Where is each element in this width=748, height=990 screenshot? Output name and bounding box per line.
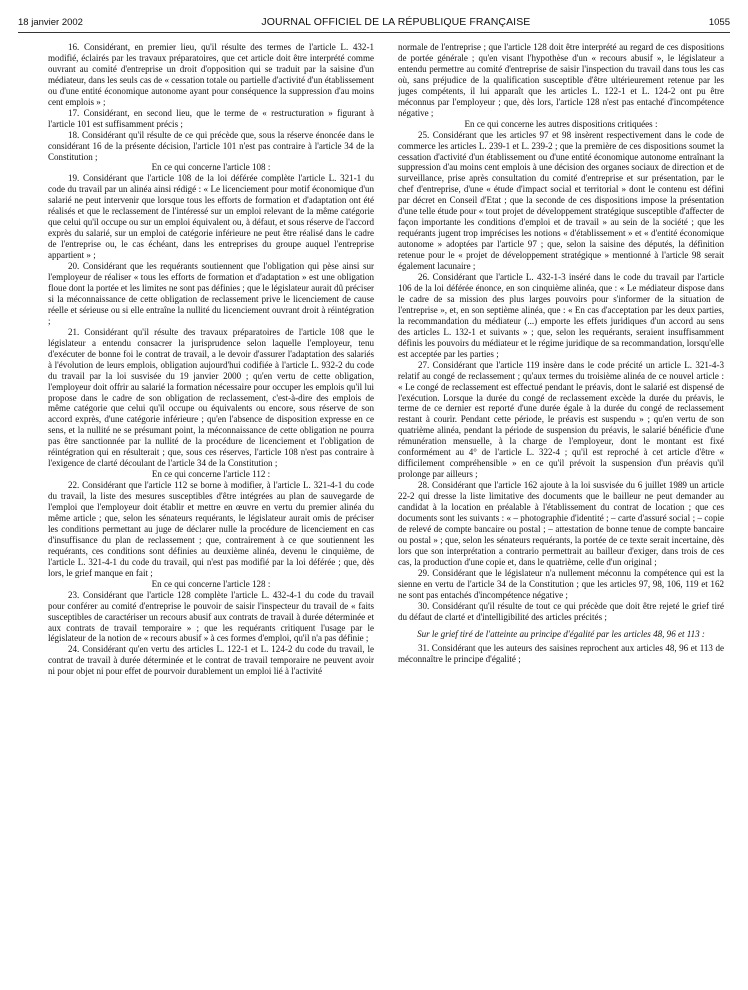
left-column: [48, 42, 374, 984]
header-date: 18 janvier 2002: [18, 16, 83, 28]
header-title: JOURNAL OFFICIEL DE LA RÉPUBLIQUE FRANÇAISE: [261, 16, 531, 28]
paragraph: 25. Considérant que les articles 97 et 98 insèrent respectivement dans le code de commerce les articles L. 239-1 et L. 239-2 ; que la première de ces dispositions soumet la cessation d'activité d'un établissement ou d'une entité économique autonome entraînant la suppression d'au moins cent emplois à une décision des organes sociaux de direction et de surveillance, prise après consultation du comité d'entreprise et sur présentation, par le chef d'entreprise, d'une « étude d'impact social et territorial » dont le contenu est défini par décret en Conseil d'Etat ; que la seconde de ces dispositions impose la présentation d'une telle étude pour « tout projet de développement stratégique susceptible d'affecter de façon importante les conditions d'emploi et de travail » au sein de la société ; que les requérants jugent trop imprécises les notions « d'établissement » et « d'entité économique autonome » adoptées par l'article 97 ; que, selon la saisine des députés, la définition retenue pour le « projet de développement stratégique » mentionné à l'article 98 serait également lacunaire ;: [398, 129, 724, 272]
paragraph: 16. Considérant, en premier lieu, qu'il résulte des termes de l'article L. 432-1 modifié, éclairés par les travaux préparatoires, que cet article doit être interprété comme ouvrant au comité d'entreprise un droit d'opposition qui se traduit par la saisine d'un médiateur, dans les seuls cas de « cessation totale ou partielle d'activité d'un établissement ou d'une entité économique autonome ayant pour conséquence la suppression d'au moins cent emplois » ;: [48, 42, 374, 107]
section-heading: En ce qui concerne l'article 112 :: [151, 469, 271, 480]
paragraph: 24. Considérant qu'en vertu des articles L. 122-1 et L. 124-2 du code du travail, le contrat de travail à durée déterminée et le contrat de travail temporaire ne peuvent avoir ni pour objet ni pour effet de pourvoir durablement un emploi lié à l'activité: [48, 644, 374, 677]
subsection-heading: Sur le grief tiré de l'atteinte au principe d'égalité par les articles 48, 96 et 113 :: [417, 628, 705, 639]
section-heading: En ce qui concerne les autres dispositions critiquées :: [464, 118, 658, 129]
paragraph: 30. Considérant qu'il résulte de tout ce qui précède que doit être rejeté le grief tiré du défaut de clarté et d'intelligibilité des articles précités ;: [398, 600, 724, 622]
text-columns: [48, 42, 724, 984]
paragraph: 23. Considérant que l'article 128 complète l'article L. 432-4-1 du code du travail pour conférer au comité d'entreprise le pouvoir de saisir l'inspecteur du travail de « faits susceptibles de caractériser un recours abusif aux contrats de travail à durée déterminée et aux contrats de travail temporaire » ; que les requérants critiquent l'usage par le législateur de la notion de « recours abusif » à ces formes d'emploi, qu'il n'a pas définie ;: [48, 589, 374, 644]
paragraph: 31. Considérant que les auteurs des saisines reprochent aux articles 48, 96 et 113 de méconnaître le principe d'égalité ;: [398, 643, 724, 665]
paragraph: 18. Considérant qu'il résulte de ce qui précède que, sous la réserve énoncée dans le considérant 16 de la présente décision, l'article 101 n'est pas contraire à l'article 34 de la Constitution ;: [48, 129, 374, 162]
paragraph: 27. Considérant que l'article 119 insère dans le code précité un article L. 321-4-3 relatif au congé de reclassement ; qu'aux termes du troisième alinéa de ce nouvel article : « Le congé de reclassement est effectué pendant le préavis, dont le salarié est dispensé de l'exécution. Lorsque la durée du congé de reclassement excède la durée du préavis, le terme de ce dernier est reporté d'une durée égale à la durée du congé de reclassement restant à courir. Pendant cette période, le préavis est suspendu » ; qu'en vertu de son quatrième alinéa, pendant la période de suspension du préavis, le salarié bénéficie d'une rémunération mensuelle, à la charge de l'employeur, dont le montant est fixé conformément au 4° de l'article L. 322-4 ; qu'il est reproché à cet article d'être « difficilement compréhensible » en ce qu'il prévoit la suspension d'un préavis qu'il prolonge par ailleurs ;: [398, 359, 724, 480]
section-heading: En ce qui concerne l'article 108 :: [151, 162, 271, 173]
section-heading: En ce qui concerne l'article 128 :: [151, 578, 271, 589]
paragraph: 19. Considérant que l'article 108 de la loi déférée complète l'article L. 321-1 du code du travail par un alinéa ainsi rédigé : « Le licenciement pour motif économique d'un salarié ne peut intervenir que lorsque tous les efforts de formation et d'adaptation ont été réalisés et que le reclassement de l'intéressé sur un emploi relevant de la même catégorie que celui qu'il occupe ou sur un emploi équivalent ou, à défaut, et sous réserve de l'accord exprès du salarié, sur un emploi de catégorie inférieure ne peut être réalisé dans le cadre de l'entreprise ou, le cas échéant, dans les entreprises du groupe auquel l'entreprise appartient » ;: [48, 173, 374, 261]
paragraph: 20. Considérant que les requérants soutiennent que l'obligation qui pèse ainsi sur l'employeur de réaliser « tous les efforts de formation et d'adaptation » est une obligation floue dont la portée et les limites ne sont pas définies ; que le législateur aurait dû préciser si la méconnaissance de cette obligation de reclassement prive le licenciement de cause réelle et sérieuse ou si elle entraîne la nullité du licenciement ouvrant droit à réintégration ;: [48, 261, 374, 326]
right-column: [398, 42, 724, 984]
paragraph: 17. Considérant, en second lieu, que le terme de « restructuration » figurant à l'article 101 est suffisamment précis ;: [48, 107, 374, 129]
header-page-number: 1055: [708, 16, 730, 28]
paragraph: 22. Considérant que l'article 112 se borne à modifier, à l'article L. 321-4-1 du code du travail, la liste des mesures susceptibles d'être intégrées au plan de sauvegarde de l'emploi que l'employeur doit établir et mettre en œuvre en vertu du premier alinéa du même article ; que, selon les sénateurs requérants, le législateur aurait omis de préciser les conditions permettant au juge de déclarer nulle la procédure de licenciement en cas d'insuffisance du plan de reclassement ; que, contrairement à ce que soutiennent les requérants, ces conditions sont définies au deuxième alinéa, devenu le cinquième, de l'article L. 321-4-1 du code du travail, qui n'est pas modifié par la loi déférée ; que, dès lors, le grief manque en fait ;: [48, 480, 374, 578]
paragraph: normale de l'entreprise ; que l'article 128 doit être interprété au regard de ces dispositions de portée générale ; qu'en visant l'hypothèse d'un « recours abusif », le législateur a entendu permettre au comité d'entreprise de saisir l'inspection du travail dans tous les cas où, sans préjudice de la qualification susceptible d'être ultérieurement retenue par les juges compétents, il lui apparaît que les articles L. 122-1 et L. 124-2 ont pu être méconnus par l'employeur ; que, dès lors, l'article 128 n'est pas entaché d'incompétence négative ;: [398, 42, 724, 118]
paragraph: 21. Considérant qu'il résulte des travaux préparatoires de l'article 108 que le législateur a entendu consacrer la jurisprudence selon laquelle l'employeur, tenu d'exécuter de bonne foi le contrat de travail, a le devoir d'assurer l'adaptation des salariés à l'évolution de leurs emplois, obligation aujourd'hui codifiée à l'article L. 932-2 du code du travail par la loi susvisée du 19 janvier 2000 ; qu'en vertu de cette obligation, l'employeur doit offrir au salarié la formation nécessaire pour occuper les emplois qu'il lui propose dans le cadre de son obligation de reclassement, c'est-à-dire des emplois de même catégorie que celui qu'il occupe ou équivalents ou encore, sous réserve de son accord exprès, d'une catégorie inférieure ; qu'en l'absence de disposition expresse en ce sens, et la nullité ne se présumant point, la méconnaissance de cette obligation ne pourra pas être sanctionnée par la nullité de la procédure de licenciement et l'obligation de réintégration qui en résulterait ; que, sous ces réserves, l'article 108 n'est pas contraire à l'exigence de clarté découlant de l'article 34 de la Constitution ;: [48, 326, 374, 469]
paragraph: 28. Considérant que l'article 162 ajoute à la loi susvisée du 6 juillet 1989 un article 22-2 qui dresse la liste limitative des documents que le bailleur ne peut demander au candidat à la location en préalable à l'établissement du contrat de location ; que ces documents sont les suivants : « – photographie d'identité ; – carte d'assuré social ; – copie de relevé de compte bancaire ou postal ; – attestation de bonne tenue de compte bancaire ou postal » ; que, selon les sénateurs requérants, la portée de ce texte serait incertaine, dès lors que son interprétation a contrario permettrait au bailleur d'exiger, dans trois de ces cas, la production d'une copie et, dans le quatrième, celle d'un original ;: [398, 480, 724, 567]
page-header: [18, 12, 730, 33]
paragraph: 29. Considérant que le législateur n'a nullement méconnu la compétence qui est la sienne en vertu de l'article 34 de la Constitution ; que les articles 97, 98, 106, 119 et 162 ne sont pas entachés d'incompétence négative ;: [398, 567, 724, 600]
paragraph: 26. Considérant que l'article L. 432-1-3 inséré dans le code du travail par l'article 106 de la loi déférée énonce, en son cinquième alinéa, que : « Le médiateur dispose dans le cadre de sa mission des plus larges pouvoirs pour s'informer de la situation de l'entreprise », et, en son septième alinéa, que : « En cas d'acceptation par les deux parties, la recommandation du médiateur (...) emporte les effets juridiques d'un accord au sens des articles L. 132-1 et suivants » ; que, selon les requérants, seraient insuffisamment définis les pouvoirs du médiateur et le régime juridique de sa recommandation, lorsqu'elle est acceptée par les parties ;: [398, 272, 724, 359]
